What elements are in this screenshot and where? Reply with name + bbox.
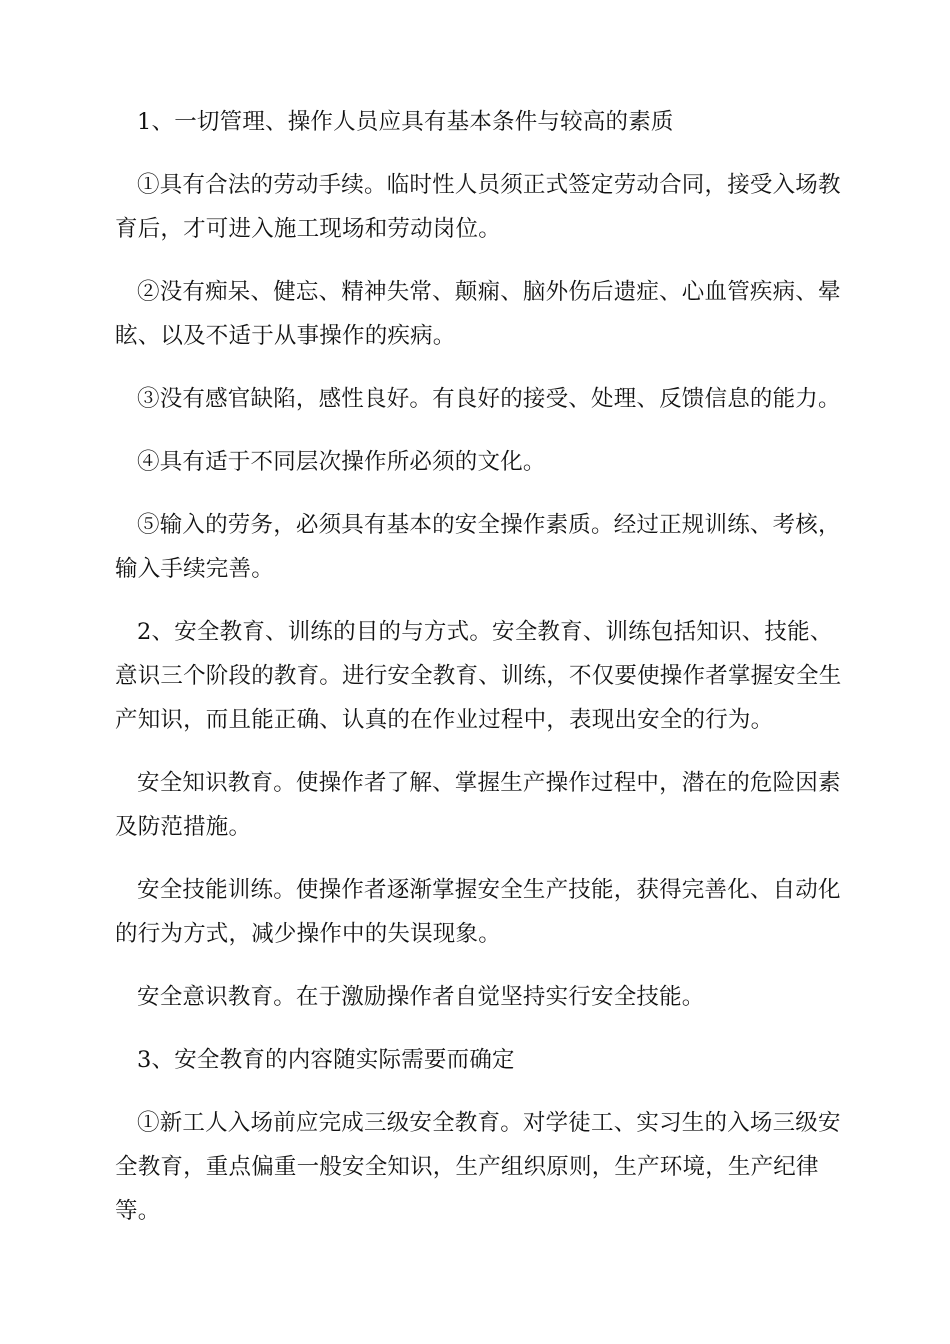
paragraph-item-5: ⑤输入的劳务，必须具有基本的安全操作素质。经过正规训练、考核，输入手续完善。 [115, 512, 841, 582]
skill-training-paragraph: 安全技能训练。使操作者逐渐掌握安全生产技能，获得完善化、自动化的行为方式，减少操作中的失误现象。 [115, 877, 841, 947]
document-body [115, 100, 855, 1252]
awareness-education-paragraph: 安全意识教育。在于激励操作者自觉坚持实行安全技能。 [137, 984, 705, 1010]
knowledge-education-paragraph: 安全知识教育。使操作者了解、掌握生产操作过程中，潜在的危险因素及防范措施。 [115, 770, 841, 840]
section-heading-3: 3、安全教育的内容随实际需要而确定 [137, 1047, 515, 1073]
paragraph-item-1: ①具有合法的劳动手续。临时性人员须正式签定劳动合同，接受入场教育后，才可进入施工现场和劳动岗位。 [115, 172, 841, 242]
section-heading-1: 1、一切管理、操作人员应具有基本条件与较高的素质 [137, 109, 674, 135]
paragraph-item-2: ②没有痴呆、健忘、精神失常、颠痫、脑外伤后遗症、心血管疾病、晕眩、以及不适于从事操作的疾病。 [115, 279, 841, 349]
section-heading-2: 2、安全教育、训练的目的与方式。安全教育、训练包括知识、技能、意识三个阶段的教育。进行安全教育、训练，不仅要使操作者掌握安全生产知识，而且能正确、认真的在作业过程中，表现出安全的行为。 [115, 619, 842, 733]
paragraph-item-6: ①新工人入场前应完成三级安全教育。对学徒工、实习生的入场三级安全教育，重点偏重一般安全知识，生产组织原则，生产环境，生产纪律等。 [115, 1110, 841, 1224]
paragraph-item-4: ④具有适于不同层次操作所必须的文化。 [137, 449, 546, 475]
paragraph-item-3: ③没有感官缺陷，感性良好。有良好的接受、处理、反馈信息的能力。 [137, 386, 841, 412]
